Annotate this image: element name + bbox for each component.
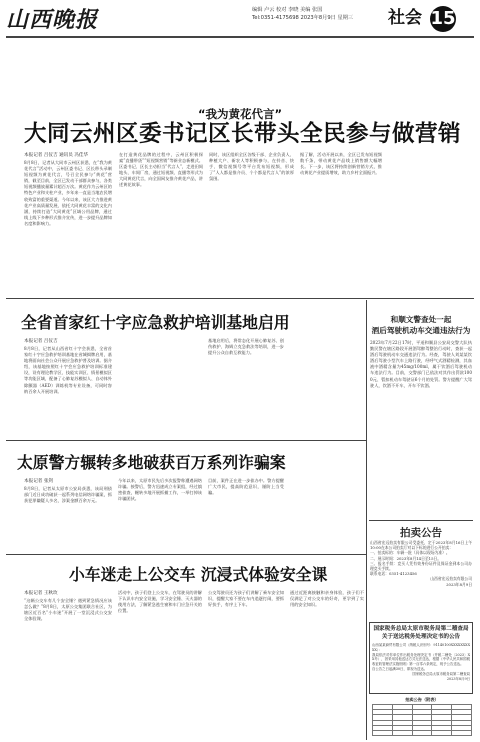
tax-notice-date: 2023年8月9日: [446, 676, 470, 681]
article2-byline: 本报记者 吕仪吉: [24, 339, 58, 344]
tax-notice-title-line2: 关于送达税务处理决定书的公告: [381, 634, 461, 640]
article2-col4: [290, 338, 364, 438]
article1-paragraph: 8月8日，记者从大同市云州区获悉，在“我为黄花代言”活动中，云州区委书记、区长带头录制短视频为黄花代言，号召全民参与“黄花”营销，截至目前，全区已发动干部群众参与，各类短视频播放量累计超百万次。: [24, 160, 112, 190]
article3-col3: [208, 478, 284, 552]
tax-notice-paragraph: 山西某某商贸有限公司（纳税人识别号：91140100XXXXXXXXXX）：: [372, 643, 470, 652]
sidebar-news-paragraph: 经查，驾驶人刘某某饮酒后驾驶小型汽车上路行驶，经呼气式酒精检测，其血液中酒精含量为45mg/100ml，属于饮酒后驾驶机动车违法行为。: [370, 352, 472, 376]
sidebar-news-title-line1: 和顺文警查处一起: [390, 315, 452, 324]
article4-col2: [118, 590, 202, 738]
article3-col4: [290, 478, 364, 552]
article3-byline: 本报记者 张剑: [24, 479, 54, 484]
article1-col4: [300, 152, 382, 292]
article1-col5: [388, 152, 472, 292]
auction-paragraph: 一、拍卖标的：车辆一批（具体以现场为准）。: [370, 550, 450, 556]
bid-table-title: 拍卖公告（附表）: [405, 697, 439, 702]
bid-table-cell: [392, 730, 412, 735]
article3-paragraph: 8月8日，记者从太原市公安局获悉，该局刑侦部门近日成功破获一起系列电信网络诈骗案，抓获犯罪嫌疑人多名，涉案金额百余万元。: [24, 486, 112, 504]
bid-table-cell: [452, 730, 472, 735]
section-rule: [6, 298, 474, 299]
auction-paragraph: 山西省宏远拍卖有限公司受委托，定于2023年8月16日上午10:00在本公司拍卖厅对以下标的进行公开拍卖：: [370, 540, 472, 551]
header-info-line1: 编辑 卢云 校对 李晓 美编 张国: [252, 7, 323, 13]
article2-paragraph: 据介绍，该基地按照红十字会应急救护培训标准建设，设有理论教学区、技能实训区、情景模拟区等功能区域，配备了心肺复苏模拟人、自动体外除颤器（AED）训练机等专业设备，可同时容纳百余人开展培训。: [24, 358, 112, 394]
bid-table-cell: [373, 730, 393, 735]
tax-notice-paragraph: 自公告之日起满30日，即视为送达。: [372, 666, 428, 671]
article3-paragraph: 今年以来，太原市民先后多次报警称遭遇网络诈骗。接警后，警方迅速成立专案组，经过缜密侦查，辗转多地开展抓捕工作，一举打掉该诈骗团伙。: [118, 478, 202, 502]
auction-rule: [369, 520, 473, 521]
masthead: 山西晚报: [6, 7, 99, 33]
sidebar-divider: [366, 300, 367, 740]
article4-paragraph: 活动中，孩子们登上公交车，在驾驶员的讲解下认识车内安全设施，学习安全锤、灭火器的使用方法，了解紧急逃生窗和车门应急开关的位置。: [118, 590, 202, 614]
article1-paragraph: 据了解，活动开展以来，全区已发布短视频数千条，带动黄花产品线上销售额大幅增长。下一步，该区将持续创新营销方式，推动黄花产业提质增效，助力乡村全面振兴。: [300, 152, 382, 176]
article2-paragraph: 基地启用后，将常态化开展心肺复苏、创伤救护、海姆立克急救法等培训，进一步提升公众自救互救能力。: [208, 338, 284, 356]
article4-paragraph: 公交驾驶员还为孩子们讲解了乘车安全知识，提醒大家不要在车内追逐打闹，要抓好扶手，有序上下车。: [208, 590, 284, 608]
header-rule: [6, 36, 474, 38]
auction-date: 2023年8月9日: [446, 581, 472, 587]
auction-title: 拍卖公告: [400, 527, 442, 539]
article2-col1: [24, 346, 112, 438]
header-info: [252, 6, 353, 22]
auction-body: [370, 540, 472, 618]
article3-col2: [118, 478, 202, 552]
tax-notice-title: [369, 625, 473, 641]
article1-col2: [119, 152, 203, 292]
article4-paragraph: 通过近距离接触和亲身体验，孩子们不仅满足了对公交车的好奇，更学到了实用的安全知识。: [290, 590, 364, 608]
sidebar-news-title-line2: 酒后驾驶机动车交通违法行为: [371, 325, 471, 335]
tax-notice-signature: 国家税务总局太原市税务局第二稽查局: [412, 671, 470, 676]
sidebar-news-body: [370, 340, 472, 515]
article2-headline: 全省首家红十字应急救护培训基地启用: [21, 313, 290, 332]
auction-paragraph: 三、报名手续：竞买人凭有效身份证件及保证金到本公司办理竞买手续。: [370, 560, 472, 572]
bid-table: [372, 704, 472, 736]
page-number: 15: [430, 6, 456, 32]
section-rule: [6, 554, 366, 555]
article4-byline: 本报记者 王秋玫: [24, 591, 58, 596]
article1-headline: 大同云州区委书记区长带头全民参与做营销: [24, 121, 462, 147]
article3-paragraph: 目前，案件正在进一步侦办中。警方提醒广大市民，提高防范意识，谨防上当受骗。: [208, 478, 284, 496]
bid-table-cell: [432, 730, 452, 735]
section-rule: [6, 440, 366, 441]
article1-paragraph: 黄花作为云州区的特色产业和支柱产业，多年来一直是当地农民增收致富的重要渠道。今年以来，该区大力推进黄花产业高质量发展，依托大同黄花丰富的文化内涵，持续打造“大同黄花”区域公用品牌，通过线上线下多种形式推介宣传，进一步提升品牌知名度和影响力。: [24, 184, 112, 226]
article4-paragraph: “这辆公交车有几个安全锤？遇到紧急情况应该怎么做？”8月8日，太原公交集团联合社区，为辖区近百名“小车迷”开展了一堂沉浸式公交安全体验课。: [24, 598, 112, 622]
article2-paragraph: 8月8日，记者从山西省红十字会获悉，全省首家红十字应急救护培训基地在省城揭牌启用，基地将面向社会公众开展应急救护普及培训。: [24, 346, 112, 364]
article4-col1: [24, 598, 112, 738]
bid-table-cell: [412, 730, 432, 735]
article4-headline: 小车迷走上公交车 沉浸式体验安全课: [69, 565, 328, 584]
article1-paragraph: 同时，该区组织全区各级干部、企业负责人、种植大户、新农人等积极参与，在抖音、快手、微信视频号等平台发布短视频，形成了“人人都是推介员、个个都是代言人”的浓厚氛围。: [209, 152, 294, 182]
section-name: 社会: [388, 8, 422, 28]
header-info-line2: Tel:0351-4175698 2023年8月9日 星期三: [252, 15, 354, 21]
tax-notice-title-line1: 国家税务总局太原市税务局第二稽查局: [373, 626, 469, 632]
article1-col3: [209, 152, 294, 292]
article3-headline: 太原警方辗转多地破获百万系列诈骗案: [17, 453, 286, 472]
bid-table-row: [373, 730, 472, 735]
tax-notice-body: [372, 643, 470, 692]
article2-col3: [208, 338, 284, 438]
auction-paragraph: 二、展示时间：2023年8月14日至15日。: [370, 555, 442, 561]
article3-col1: [24, 486, 112, 552]
article4-col3: [208, 590, 284, 738]
article1-kicker: “我为黄花代言”: [197, 107, 283, 121]
article1-col1: [24, 160, 112, 292]
tax-notice-paragraph: 我局依法对你单位作出税务处理决定书（并税二稽处〔2023〕XX号），因采用其他送达方式无法送达，根据《中华人民共和国税收征收管理法实施细则》第一百零六条规定，现予公告送达。: [372, 652, 470, 667]
auction-signature: 山西省宏远拍卖有限公司: [430, 576, 472, 582]
article4-col4: [290, 590, 364, 738]
sidebar-news-paragraph: 目前，交警部门已依法对其作出罚款1000元、暂扣机动车驾驶证6个月的处罚。警方提醒广大驾驶人，饮酒不开车，开车不饮酒。: [370, 370, 472, 388]
article2-col2: [118, 338, 202, 438]
auction-paragraph: 联系电话：0351-4123456: [370, 571, 417, 577]
article1-paragraph: 在打造黄花品牌的过程中，云州区积极探索“直播带货”“短视频营销”等新业态新模式。区委书记、区长主动担当“代言人”，走进田间地头、车间厂房，通过短视频、直播等形式为大同黄花代言，向全国网友推介黄花产品，讲述黄花故事。: [119, 152, 203, 188]
sidebar-news-title: [369, 315, 473, 336]
article1-byline: 本报记者 吕仪吉 通讯员 冯佳华: [24, 153, 89, 158]
sidebar-news-paragraph: 2023年7月22日17时，平遥和顺县公安局交警大队执勤民警在辖区路段开展酒驾醉驾整治行动时，查获一起酒后驾驶机动车交通违法行为。: [370, 340, 472, 358]
